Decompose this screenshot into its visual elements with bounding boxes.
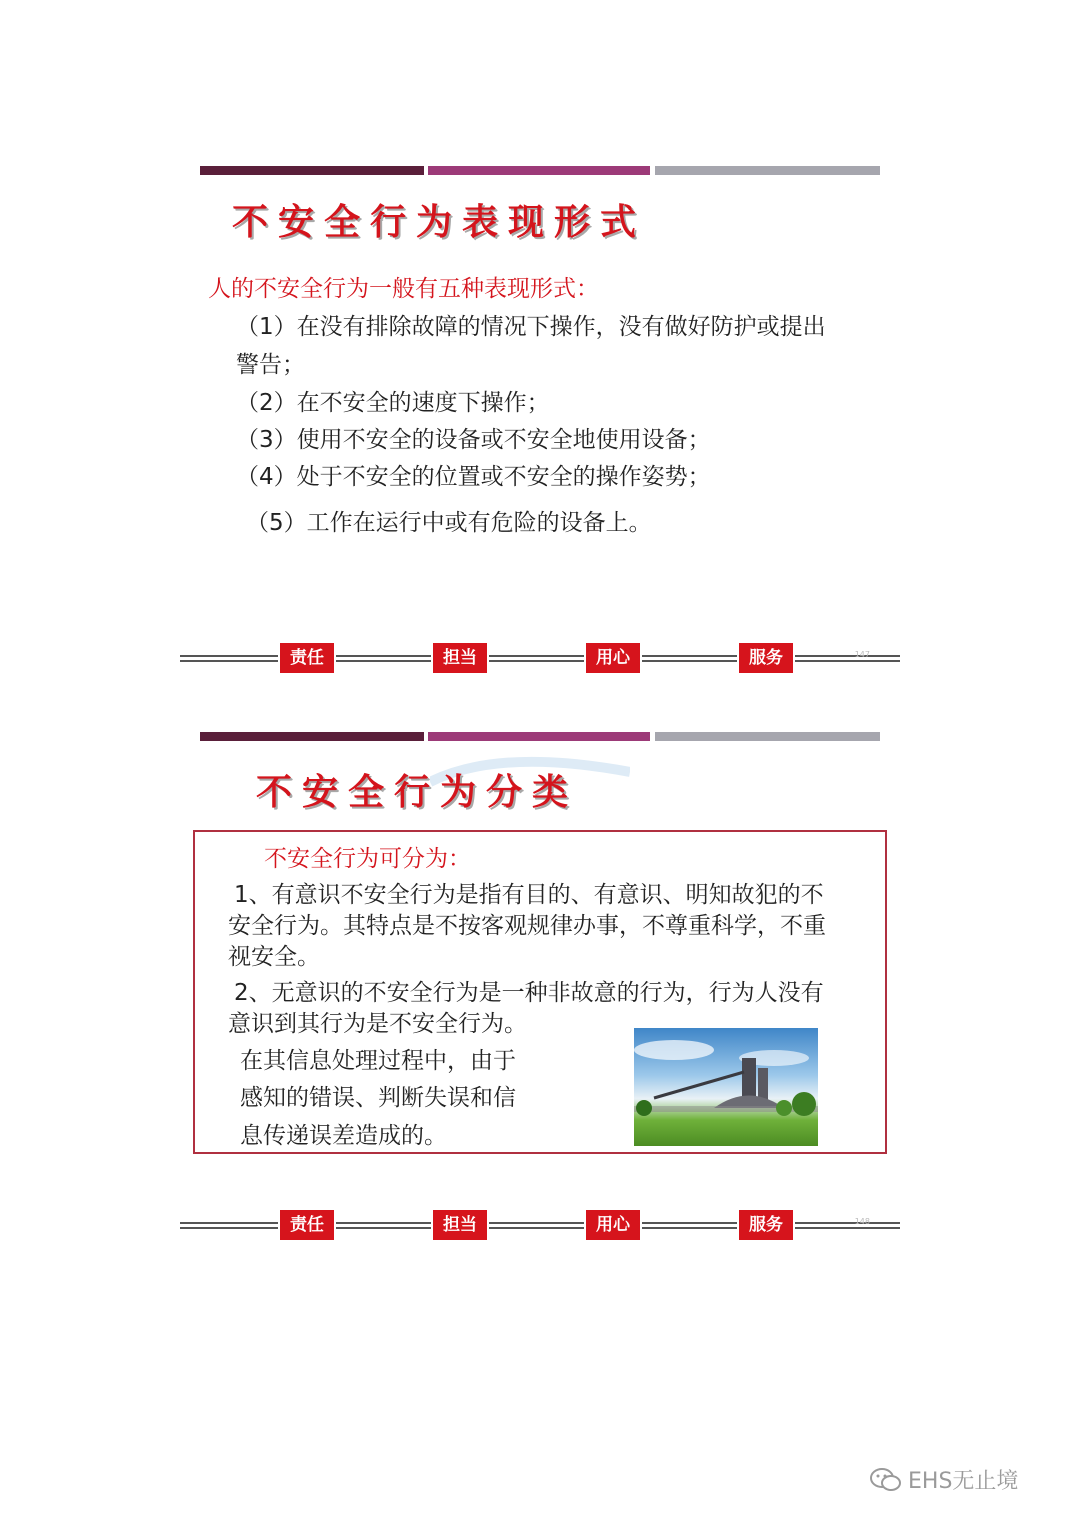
industrial-plant-photo	[634, 1028, 818, 1146]
slide-subtitle: 不安全行为可分为：	[264, 846, 471, 872]
header-bar-gray	[655, 166, 880, 175]
header-color-bars	[200, 166, 880, 176]
paragraph-line: 安全行为。其特点是不按客观规律办事，不尊重科学，不重	[228, 913, 826, 939]
footer-tag-dedication: 用心	[586, 1210, 640, 1240]
footer-tag-responsibility: 责任	[280, 643, 334, 673]
watermark-text: EHS无止境	[908, 1469, 1019, 1494]
header-bar-purple	[428, 732, 650, 741]
footer-tag-dedication: 用心	[586, 643, 640, 673]
paragraph-line: 意识到其行为是不安全行为。	[228, 1011, 527, 1037]
header-color-bars	[200, 732, 880, 742]
watermark	[870, 1464, 1018, 1495]
slide-title: 不安全行为表现形式	[232, 201, 647, 243]
footer-tag-service: 服务	[739, 643, 793, 673]
list-item: （3）使用不安全的设备或不安全地使用设备；	[236, 427, 711, 453]
paragraph-line: 2、无意识的不安全行为是一种非故意的行为，行为人没有	[234, 980, 824, 1006]
slide-subtitle: 人的不安全行为一般有五种表现形式：	[208, 276, 599, 302]
list-item: （5）工作在运行中或有危险的设备上。	[246, 510, 652, 536]
wechat-icon	[870, 1467, 902, 1493]
paragraph-line: 视安全。	[228, 944, 320, 970]
header-bar-purple	[428, 166, 650, 175]
list-item: 警告；	[236, 352, 305, 378]
list-item: （2）在不安全的速度下操作；	[236, 390, 550, 416]
slide-footer	[180, 642, 900, 672]
header-bar-dark	[200, 732, 424, 741]
header-bar-gray	[655, 732, 880, 741]
list-item: （1）在没有排除故障的情况下操作，没有做好防护或提出	[236, 314, 826, 340]
page-number: 148	[854, 1217, 870, 1226]
paragraph-line: 息传递误差造成的。	[240, 1123, 447, 1149]
list-item: （4）处于不安全的位置或不安全的操作姿势；	[236, 464, 711, 490]
page-number: 147	[854, 650, 870, 659]
header-bar-dark	[200, 166, 424, 175]
footer-tag-commitment: 担当	[433, 1210, 487, 1240]
paragraph-line: 在其信息处理过程中，由于	[240, 1048, 516, 1074]
paragraph-line: 1、有意识不安全行为是指有目的、有意识、明知故犯的不	[234, 882, 824, 908]
footer-tag-service: 服务	[739, 1210, 793, 1240]
footer-tag-responsibility: 责任	[280, 1210, 334, 1240]
slide-title: 不安全行为分类	[256, 771, 579, 813]
slide-footer	[180, 1209, 900, 1239]
paragraph-line: 感知的错误、判断失误和信	[240, 1085, 516, 1111]
footer-tag-commitment: 担当	[433, 643, 487, 673]
